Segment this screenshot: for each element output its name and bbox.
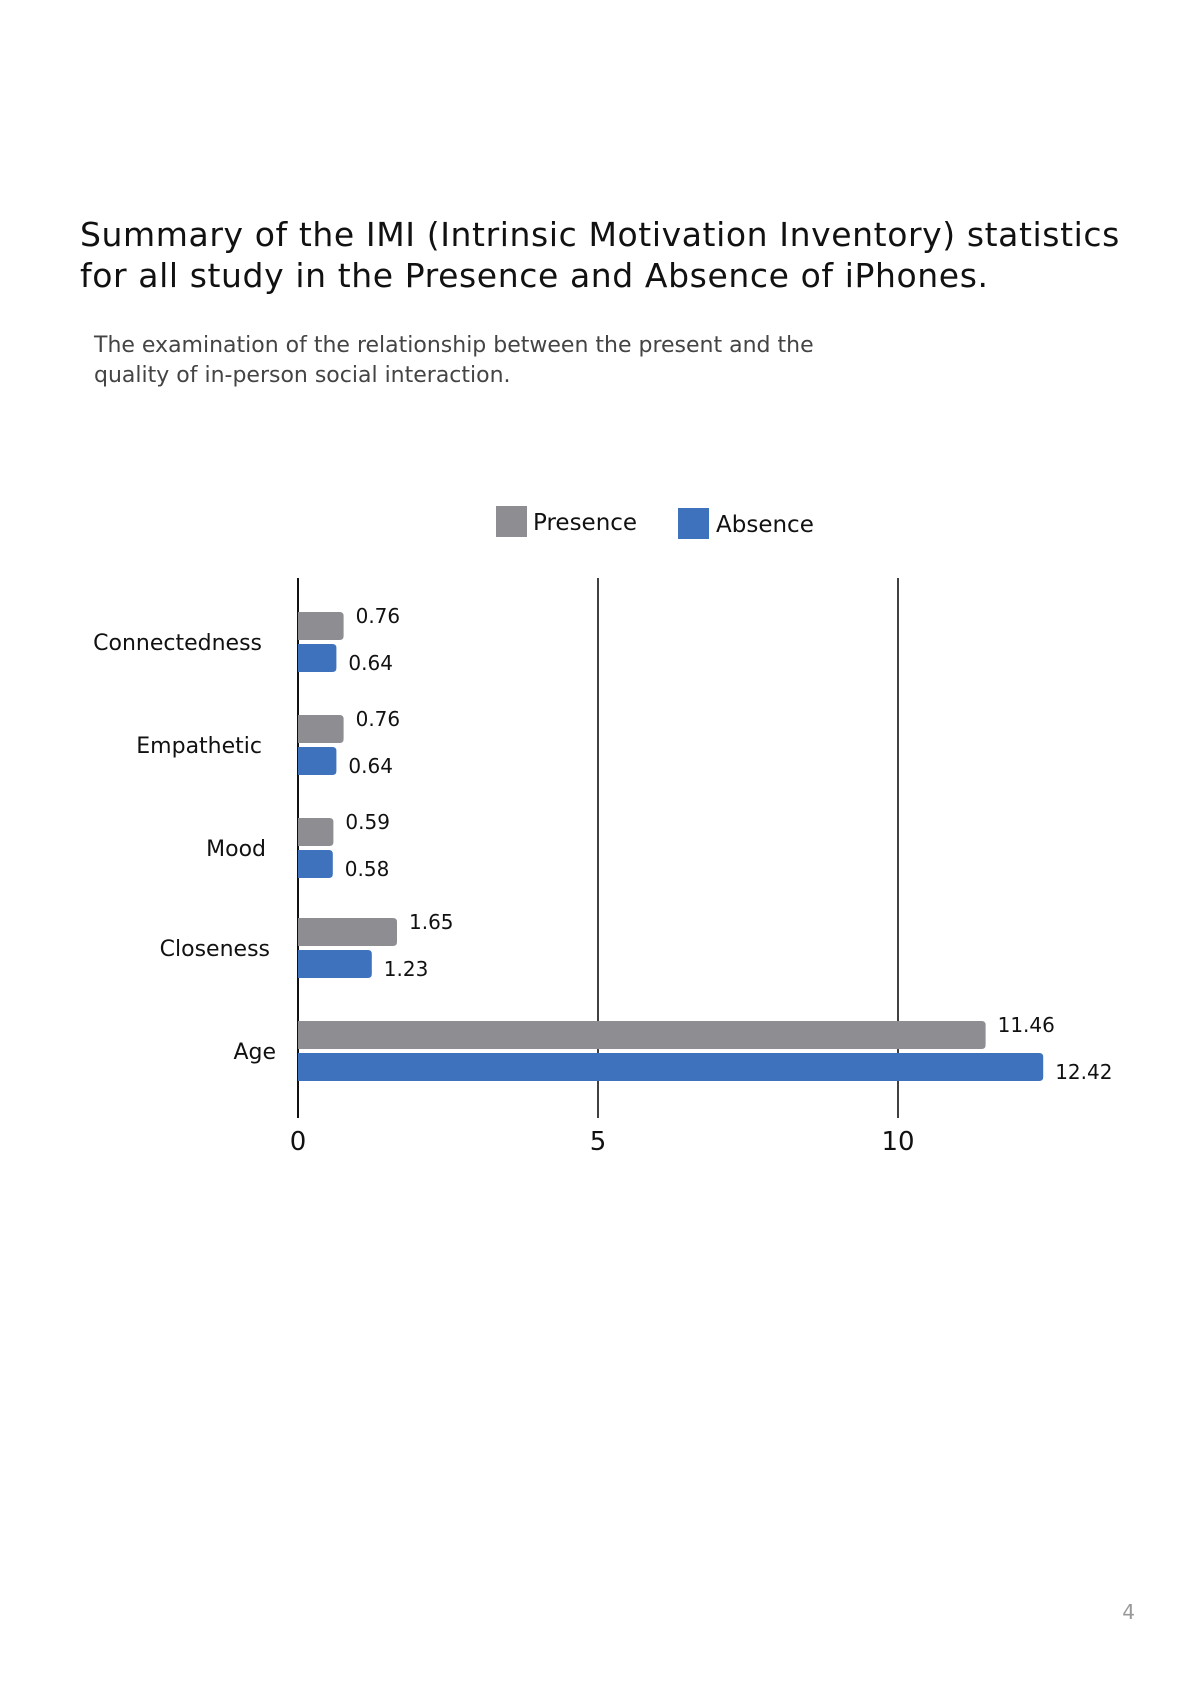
x-tick-label-5: 5 — [589, 1127, 607, 1157]
chart-title: Summary of the IMI (Intrinsic Motivation Inventory) statistics for all study in the Presence and Absence of iPhones. — [80, 215, 1120, 295]
bar-presence-connectedness — [298, 612, 344, 640]
category-label-empathetic: Empathetic — [136, 734, 262, 759]
legend-label-presence: Presence — [533, 510, 638, 536]
bar-absence-age — [298, 1053, 1043, 1081]
legend-swatch-presence — [496, 506, 527, 537]
value-label-presence-age: 11.46 — [997, 1013, 1055, 1037]
category-label-closeness: Closeness — [159, 937, 270, 962]
value-label-absence-connectedness: 0.64 — [348, 651, 393, 675]
page-number: 4 — [1122, 1600, 1135, 1624]
legend-swatch-absence — [678, 508, 709, 539]
category-label-connectedness: Connectedness — [93, 631, 262, 656]
bar-presence-closeness — [298, 918, 397, 946]
value-label-presence-closeness: 1.65 — [409, 910, 454, 934]
category-label-age: Age — [233, 1040, 276, 1065]
chart-subtitle: The examination of the relationship between the present and the quality of in-person social interaction. — [94, 333, 814, 388]
x-tick-label-10: 10 — [881, 1127, 915, 1157]
bar-presence-age — [298, 1021, 986, 1049]
value-label-absence-empathetic: 0.64 — [348, 754, 393, 778]
category-label-mood: Mood — [206, 837, 266, 862]
bar-absence-connectedness — [298, 644, 336, 672]
bar-presence-mood — [298, 818, 333, 846]
value-label-presence-mood: 0.59 — [345, 810, 390, 834]
value-label-absence-closeness: 1.23 — [383, 957, 429, 981]
value-label-presence-empathetic: 0.76 — [355, 707, 401, 731]
value-label-absence-age: 12.42 — [1055, 1060, 1113, 1084]
legend-label-absence: Absence — [716, 512, 814, 538]
bar-presence-empathetic — [298, 715, 344, 743]
x-tick-label-0: 0 — [289, 1127, 307, 1157]
value-label-presence-connectedness: 0.76 — [355, 604, 401, 628]
bar-absence-mood — [298, 850, 333, 878]
bar-absence-empathetic — [298, 747, 336, 775]
bar-absence-closeness — [298, 950, 372, 978]
value-label-absence-mood: 0.58 — [344, 857, 390, 881]
